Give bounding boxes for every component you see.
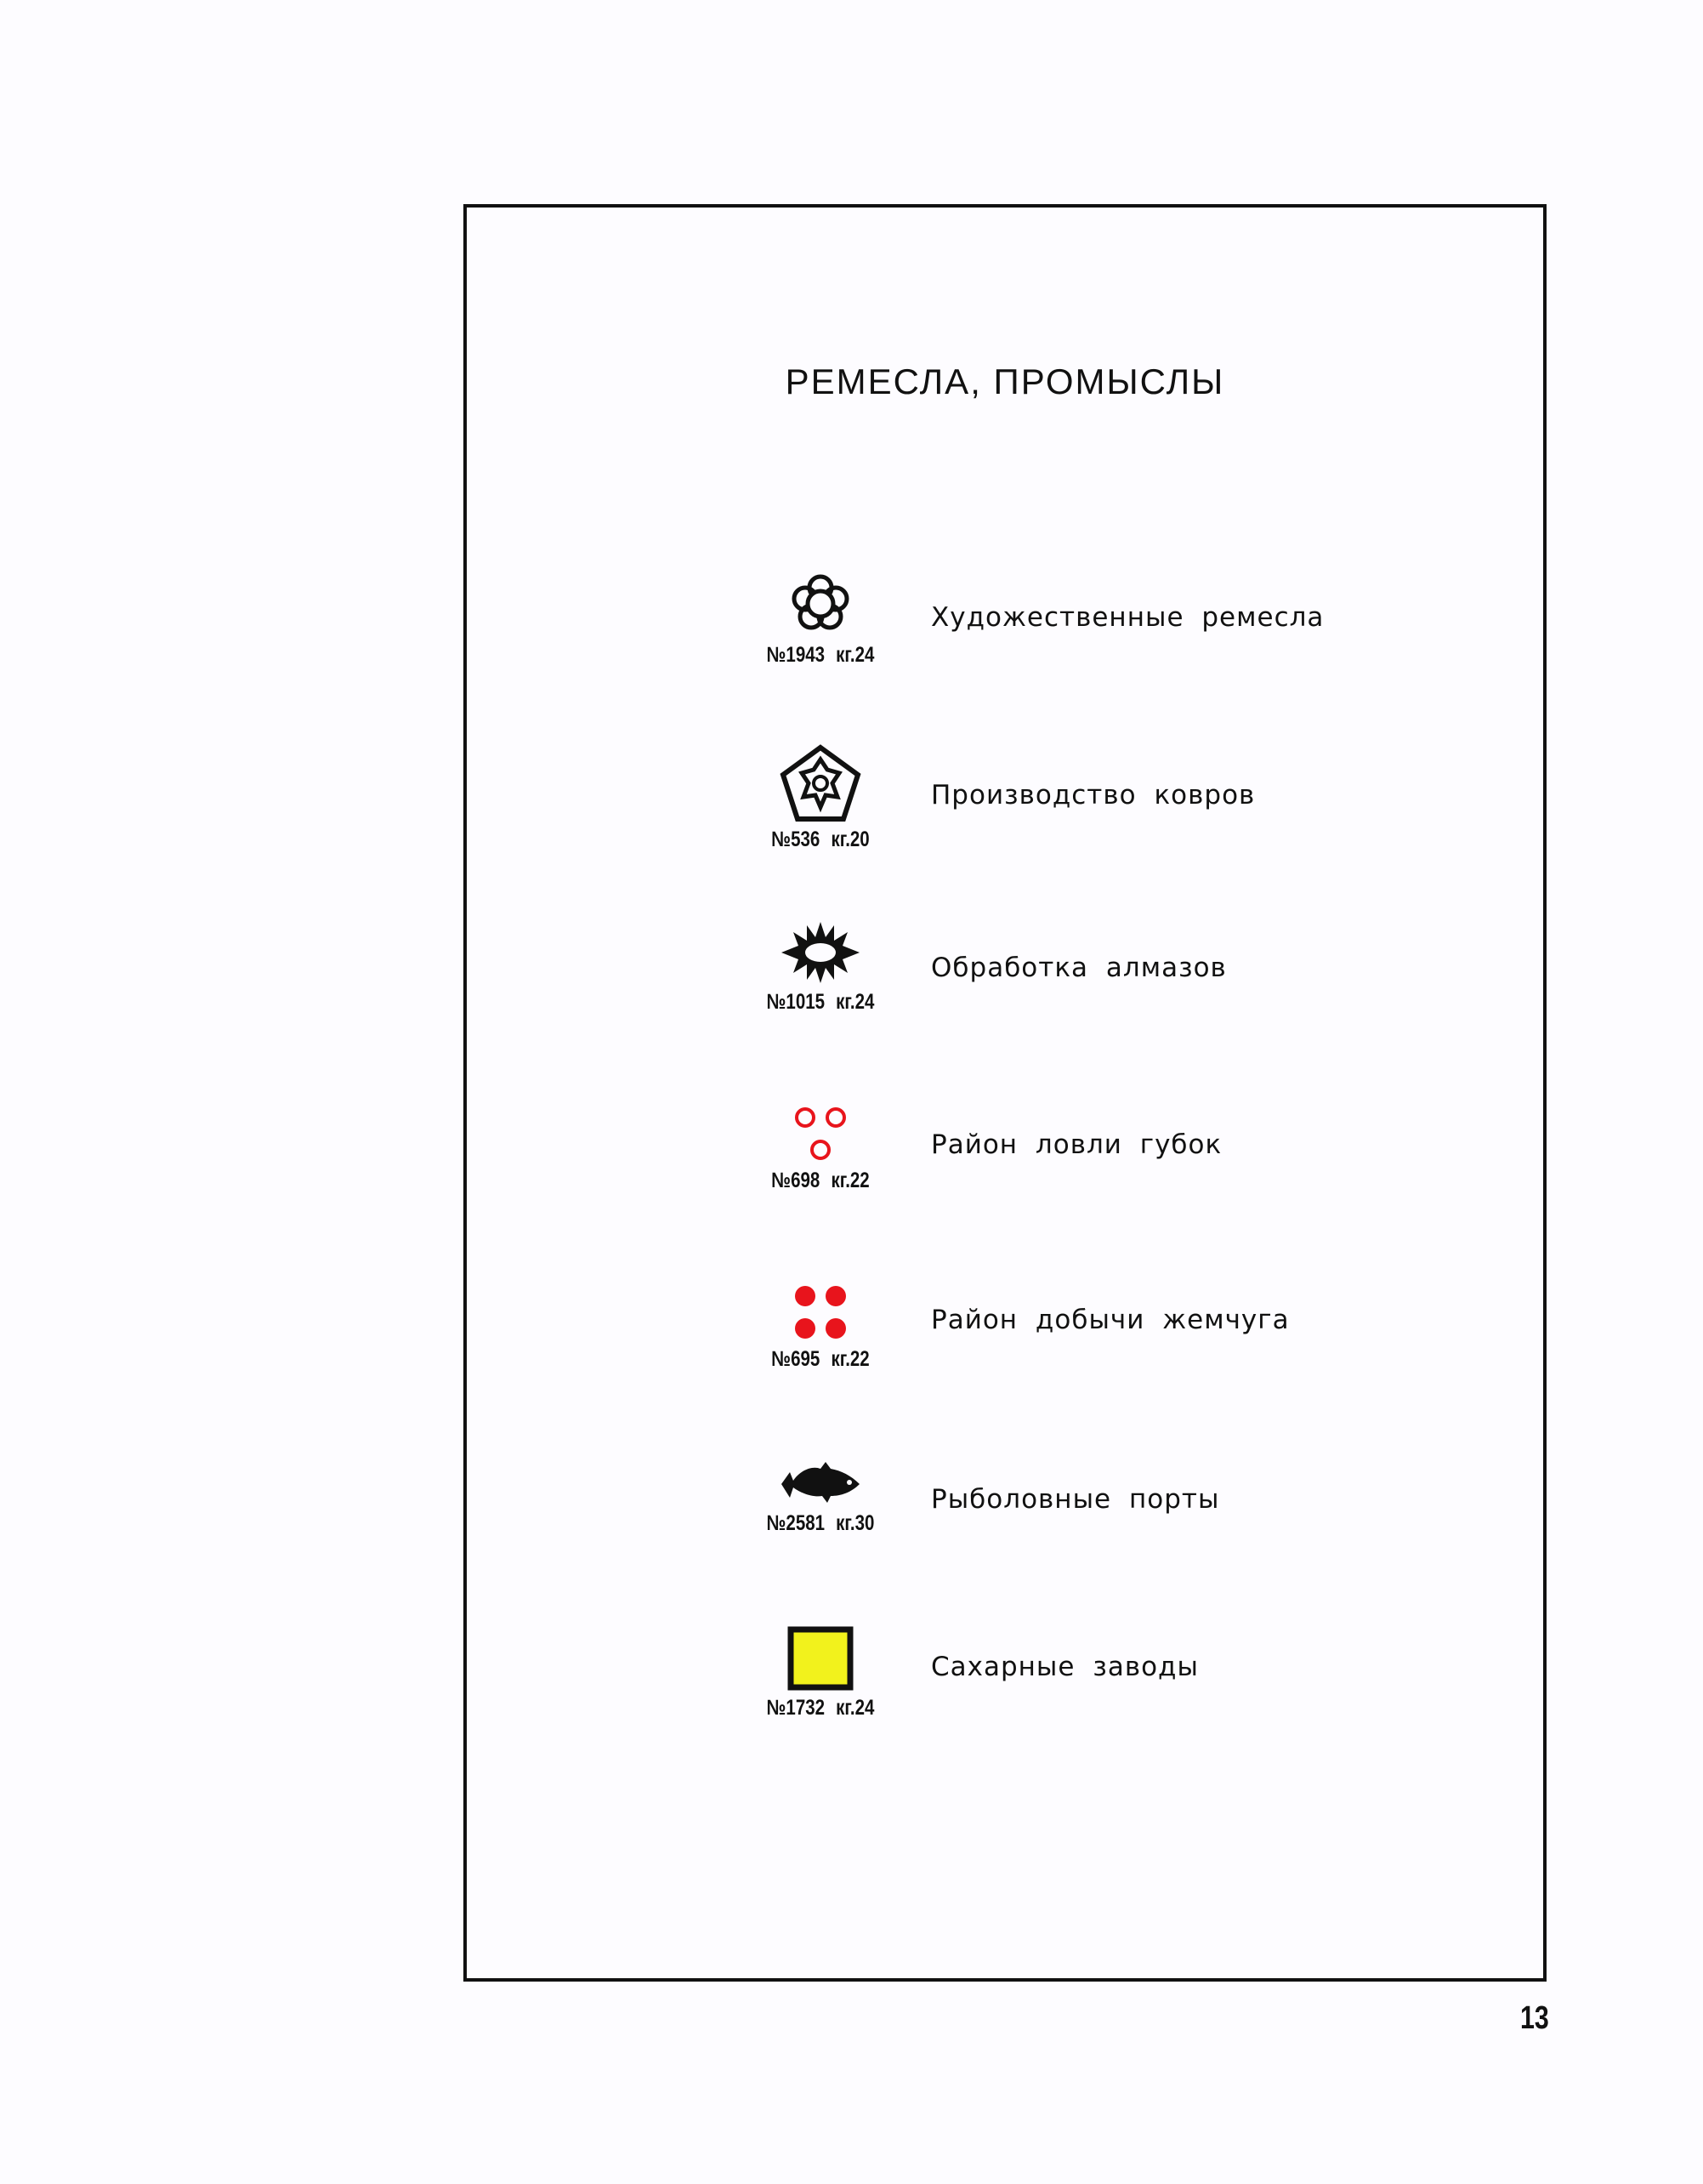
pearl-dots-icon [786,1283,854,1342]
legend-symbol [731,1626,910,1720]
symbol-code: №2581 кг.30 [766,1511,875,1535]
sponge-rings-icon [786,1104,854,1163]
page-number: 13 [1520,2000,1549,2036]
legend-label: Район ловли губок [931,1129,1223,1160]
carpet-pentagon-icon [780,744,861,822]
fish-icon [778,1459,863,1506]
legend-symbol [731,920,910,1015]
legend-label: Район добычи жемчуга [931,1305,1290,1335]
legend-row-pearls [463,1283,1547,1427]
legend-row-fishing-ports [463,1459,1547,1603]
legend-symbol [731,1104,910,1193]
legend-symbol [731,570,910,668]
flower-icon [786,570,854,638]
symbol-code: №698 кг.22 [771,1169,870,1192]
legend-row-sponges [463,1104,1547,1248]
legend-row-diamonds [463,920,1547,1065]
legend-row-sugar-factories [463,1626,1547,1771]
legend-row-carpets [463,744,1547,889]
symbol-code: №695 кг.22 [771,1347,870,1371]
page-title: РЕМЕСЛА, ПРОМЫСЛЫ [785,361,1225,401]
legend-symbol [731,1283,910,1372]
symbol-code: №1732 кг.24 [766,1696,875,1720]
diamond-star-icon [780,920,861,985]
legend-label: Обработка алмазов [931,953,1227,983]
legend-label: Производство ковров [931,780,1256,810]
legend-row-crafts [463,570,1547,714]
legend-label: Рыболовные порты [931,1484,1220,1515]
symbol-code: №1943 кг.24 [766,643,875,667]
legend-symbol [731,1459,910,1536]
yellow-square-icon [787,1626,854,1691]
legend-label: Сахарные заводы [931,1652,1199,1682]
symbol-code: №536 кг.20 [771,828,870,851]
legend-symbol [731,744,910,852]
legend-label: Художественные ремесла [931,602,1325,633]
symbol-code: №1015 кг.24 [766,990,875,1014]
